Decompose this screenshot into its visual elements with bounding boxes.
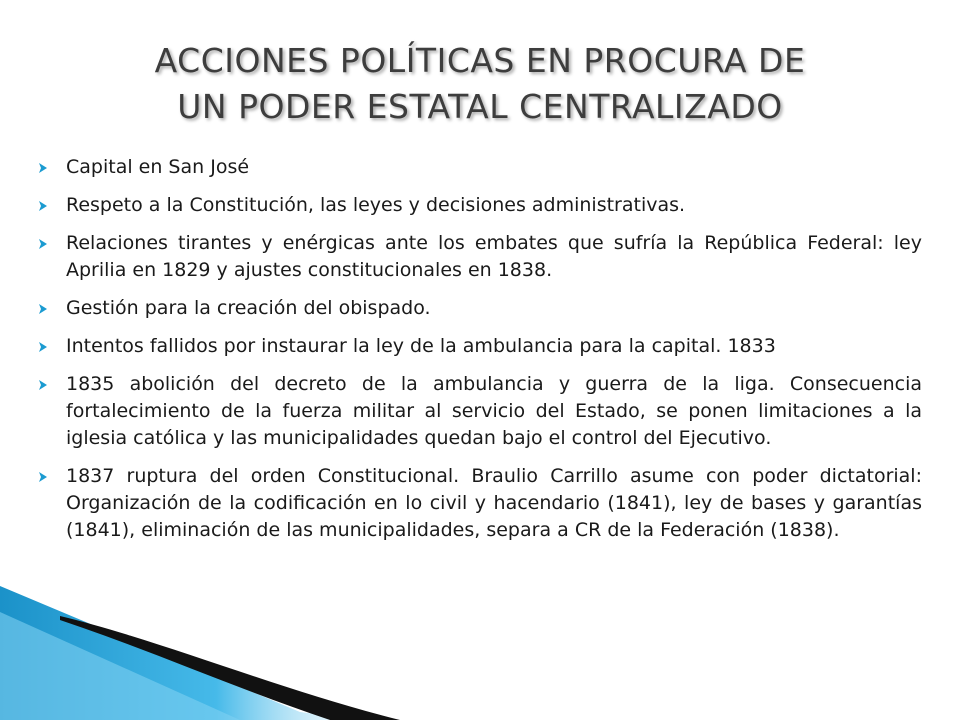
blue-wave-shape [0,586,360,720]
arrow-bullet-icon [38,304,48,314]
bullet-item [38,192,922,219]
bullet-text: Intentos fallidos por instaurar la ley de la ambulancia para la capital. 1833 [66,335,776,357]
bullet-text: Capital en San José [66,156,250,178]
arrow-bullet-icon [38,472,48,482]
bullet-text: Respeto a la Constitución, las leyes y decisiones administrativas. [66,194,686,216]
arrow-bullet-icon [38,201,48,211]
bullet-list [38,154,922,555]
bullet-item [38,371,922,452]
arrow-bullet-icon [38,163,48,173]
bullet-item [38,333,922,360]
bullet-item [38,154,922,181]
bullet-item [38,230,922,284]
bullet-text: Gestión para la creación del obispado. [66,297,431,319]
arrow-bullet-icon [38,342,48,352]
slide-title [40,38,920,130]
bullet-item [38,295,922,322]
bullet-text: Relaciones tirantes y enérgicas ante los embates que sufría la República Federal: ley Aprilia en 1829 y ajustes constitucionales en 1838. [66,232,922,281]
title-line-1: ACCIONES POLÍTICAS EN PROCURA DE [154,41,806,80]
bullet-item [38,463,922,544]
dark-swoosh-shape [60,616,400,720]
light-wave-shape [0,612,240,720]
arrow-bullet-icon [38,239,48,249]
title-line-2: UN PODER ESTATAL CENTRALIZADO [177,87,783,126]
arrow-bullet-icon [38,380,48,390]
bullet-text: 1837 ruptura del orden Constitucional. Braulio Carrillo asume con poder dictatorial: Organización de la codificación en lo civil y hacendario (1841), ley de bases y garantías (1841), eliminación de las municipalidades, separa a CR de la Federación (1838). [66,465,922,541]
bullet-text: 1835 abolición del decreto de la ambulancia y guerra de la liga. Consecuencia fortalecimiento de la fuerza militar al servicio del Estado, se ponen limitaciones a la iglesia católica y las municipalidades quedan bajo el control del Ejecutivo. [66,373,922,449]
